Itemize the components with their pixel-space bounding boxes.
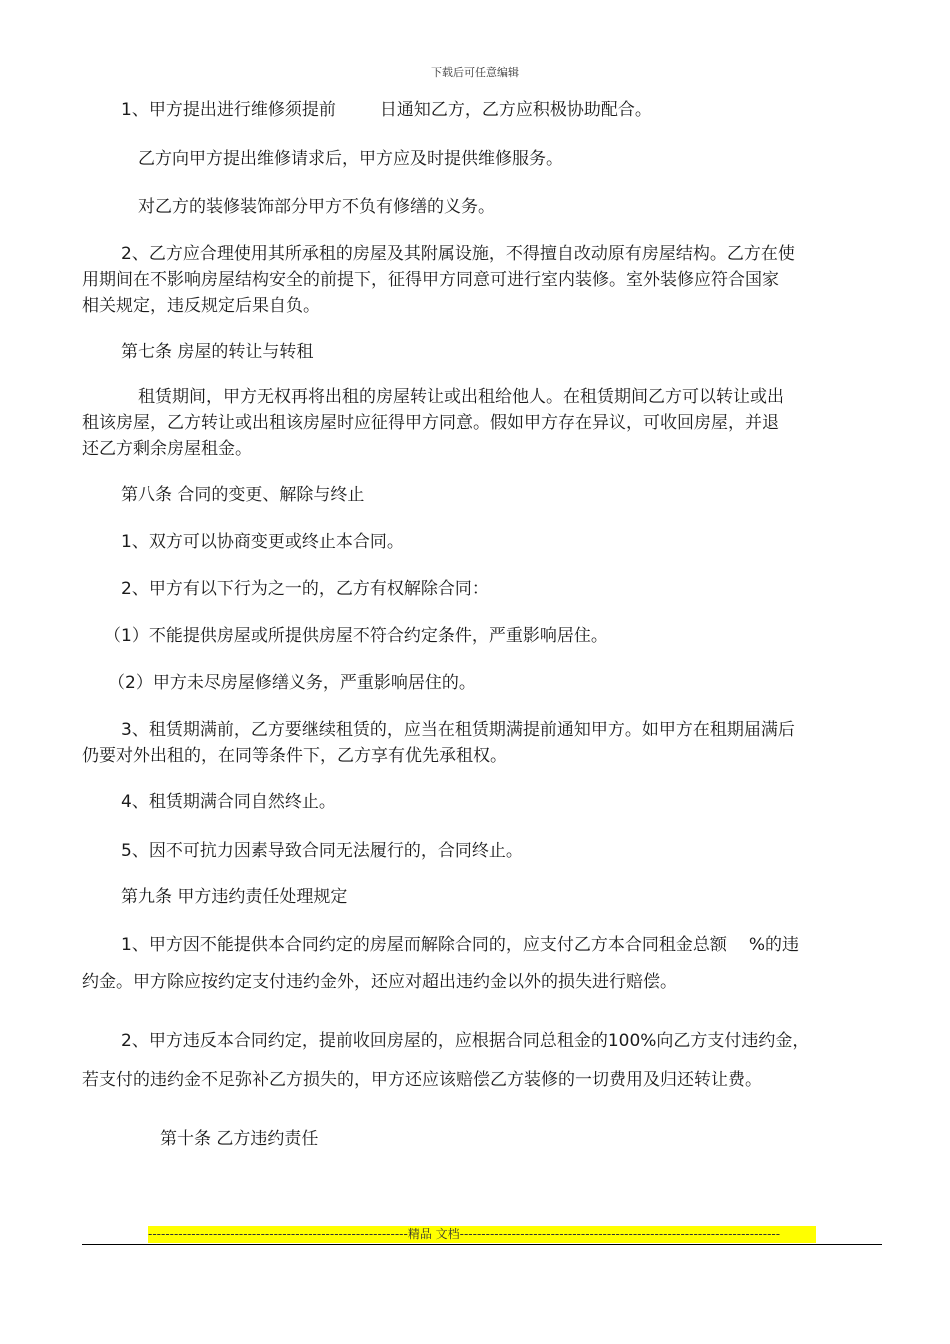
footer-rule [82, 1244, 882, 1245]
paragraph-use-line-2: 用期间在不影响房屋结构安全的前提下，征得甲方同意可进行室内装修。室外装修应符合国家 [82, 270, 779, 290]
article-7-line-1: 租赁期间，甲方无权再将出租的房屋转让或出租给他人。在租赁期间乙方可以转让或出 [138, 387, 784, 407]
article-8-item-2: 2、甲方有以下行为之一的，乙方有权解除合同： [121, 579, 489, 599]
paragraph-use-line-3: 相关规定，违反规定后果自负。 [82, 296, 320, 316]
article-10-title: 第十条 乙方违约责任 [160, 1129, 319, 1149]
article-9-item-2-line-1: 2、甲方违反本合同约定，提前收回房屋的，应根据合同总租金的100%向乙方支付违约金， [121, 1031, 810, 1051]
paragraph-repair-notice [121, 96, 652, 124]
paragraph-use-line-1: 2、乙方应合理使用其所承租的房屋及其附属设施，不得擅自改动原有房屋结构。乙方在使 [121, 244, 795, 264]
article-9-item-1-line-2: 约金。甲方除应按约定支付违约金外，还应对超出违约金以外的损失进行赔偿。 [82, 972, 677, 992]
page-header: 下载后可任意编辑 [431, 66, 519, 79]
article-8-item-3-line-1: 3、租赁期满前，乙方要继续租赁的，应当在租赁期满提前通知甲方。如甲方在租期届满后 [121, 720, 795, 740]
article-9-item-2-line-2: 若支付的违约金不足弥补乙方损失的，甲方还应该赔偿乙方装修的一切费用及归还转让费。 [82, 1070, 762, 1090]
article-8-title: 第八条 合同的变更、解除与终止 [121, 485, 365, 505]
article-9-title: 第九条 甲方违约责任处理规定 [121, 887, 348, 907]
article-9-item-1-text: 1、甲方因不能提供本合同约定的房屋而解除合同的，应支付乙方本合同租金总额 [121, 935, 727, 955]
article-9-item-1-line-1 [121, 931, 799, 959]
article-7-line-3: 还乙方剩余房屋租金。 [82, 439, 252, 459]
article-9-item-1-text-2: %的违 [748, 935, 799, 955]
repair-notice-text: 1、甲方提出进行维修须提前 [121, 100, 336, 120]
article-8-item-2-2: （2）甲方未尽房屋修缮义务，严重影响居住的。 [108, 673, 476, 693]
article-7-line-2: 租该房屋，乙方转让或出租该房屋时应征得甲方同意。假如甲方存在异议，可收回房屋，并退 [82, 413, 779, 433]
footer-highlight [148, 1226, 816, 1243]
footer-dashes-right: -------------------------------------------------------------------------- [459, 1227, 781, 1241]
paragraph-decoration: 对乙方的装修装饰部分甲方不负有修缮的义务。 [138, 197, 495, 217]
paragraph-repair-request: 乙方向甲方提出维修请求后，甲方应及时提供维修服务。 [138, 149, 563, 169]
footer-dashes-left: ------------------------------------------------------------ [148, 1227, 408, 1241]
article-8-item-5: 5、因不可抗力因素导致合同无法履行的，合同终止。 [121, 841, 523, 861]
footer-label: 精品 文档 [407, 1227, 460, 1241]
article-8-item-1: 1、双方可以协商变更或终止本合同。 [121, 532, 404, 552]
article-8-item-4: 4、租赁期满合同自然终止。 [121, 792, 336, 812]
article-8-item-2-1: （1）不能提供房屋或所提供房屋不符合约定条件，严重影响居住。 [104, 626, 608, 646]
article-7-title: 第七条 房屋的转让与转租 [121, 342, 314, 362]
repair-notice-text-2: 日通知乙方，乙方应积极协助配合。 [379, 100, 652, 120]
article-8-item-3-line-2: 仍要对外出租的，在同等条件下，乙方享有优先承租权。 [82, 746, 507, 766]
